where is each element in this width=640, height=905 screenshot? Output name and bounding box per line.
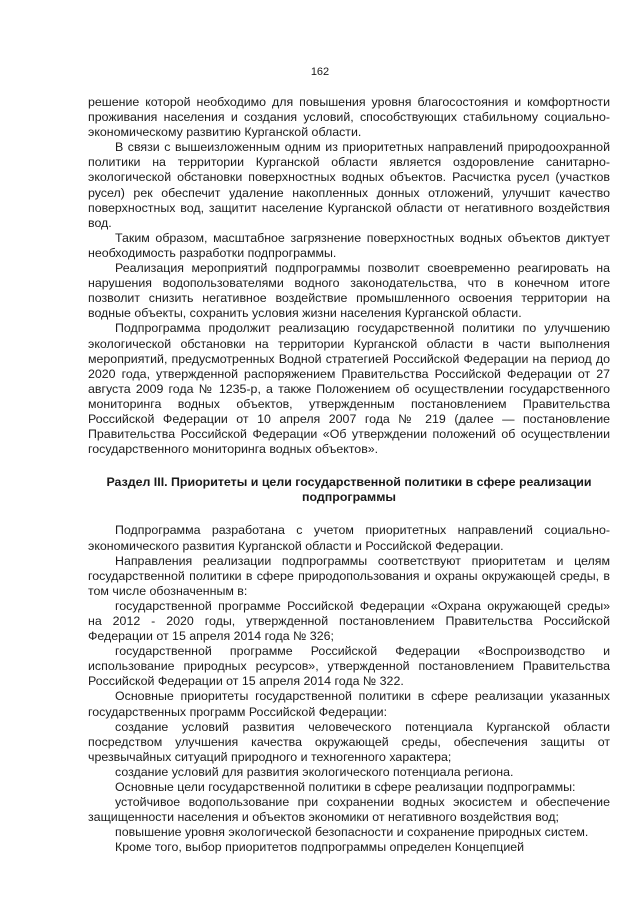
paragraph: устойчивое водопользование при сохранении водных экосистем и обеспечение защищенности населения и объектов экономики от негативного воздействия вод; [88, 795, 610, 825]
paragraph: Основные приоритеты государственной политики в сфере реализации указанных государственных программ Российской Федерации: [88, 689, 610, 719]
paragraph: Таким образом, масштабное загрязнение поверхностных водных объектов диктует необходимость разработки подпрограммы. [88, 230, 610, 260]
paragraph: Кроме того, выбор приоритетов подпрограммы определен Концепцией [115, 840, 525, 855]
paragraph: Основные цели государственной политики в сфере реализации подпрограммы: [115, 780, 576, 795]
page-number: 162 [310, 66, 330, 78]
section-heading: Раздел III. Приоритеты и цели государственной политики в сфере реализации подпрограммы [106, 475, 592, 505]
paragraphs-top [88, 95, 610, 457]
paragraph: государственной программе Российской Федерации «Охрана окружающей среды» на 2012 - 2020 годы, утвержденной постановлением Правительства Российской Федерации от 15 апреля 2014 года № 326; [88, 598, 610, 644]
paragraph: государственной программе Российской Федерации «Воспроизводство и использование природных ресурсов», утвержденной постановлением Правительства Российской Федерации от 15 апреля 2014 года № 322. [88, 644, 610, 689]
paragraph: Подпрограмма продолжит реализацию государственной политики по улучшению экологической обстановки на территории Курганской области в части выполнения мероприятий, предусмотренных Водной стратегией Российской Федерации на период до 2020 года, утвержденной распоряжением Правительства Российской Федерации от 27 августа 2009 года № 1235-р, а также Положением об осуществлении государственного мониторинга водных объектов, утвержденным постановлением Правительства Российской Федерации от 10 апреля 2007 года № 219 (далее — постановление Правительства Российской Федерации «Об утверждении положений об осуществлении государственного мониторинга водных объектов». [88, 321, 610, 457]
paragraph: повышение уровня экологической безопасности и сохранение природных систем. [115, 825, 589, 840]
paragraph: создание условий развития человеческого потенциала Курганской области посредством улучшения качества окружающей среды, обеспечения защиты от чрезвычайных ситуаций природного и техногенного характера; [88, 719, 610, 764]
paragraph: В связи с вышеизложенным одним из приоритетных направлений природоохранной политики на территории Курганской области является оздоровление санитарно-экологической обстановки поверхностных водных объектов. Расчистка русел (участков русел) рек обеспечит удаление накопленных донных отложений, улучшит качество поверхностных вод, защитит население Курганской области от негативного воздействия вод. [88, 140, 610, 230]
paragraphs-bottom [88, 523, 610, 855]
paragraph: Направления реализации подпрограммы соответствуют приоритетам и целям государственной политики в сфере природопользования и охраны окружающей среды, в том числе обозначенным в: [88, 553, 610, 598]
document-body [88, 95, 610, 856]
paragraph: Подпрограмма разработана с учетом приоритетных направлений социально-экономического развития Курганской области и Российской Федерации. [88, 523, 610, 553]
paragraph: создание условий для развития экологического потенциала региона. [115, 764, 514, 779]
paragraph: решение которой необходимо для повышения уровня благосостояния и комфортности проживания населения и создания условий, способствующих стабильному социально-экономическому развитию Курганской области. [88, 95, 610, 140]
paragraph: Реализация мероприятий подпрограммы позволит своевременно реагировать на нарушения водопользователями водного законодательства, что в конечном итоге позволит снизить негативное воздействие промышленного освоения территории на водные объекты, сохранить условия жизни населения Курганской области. [88, 261, 610, 321]
